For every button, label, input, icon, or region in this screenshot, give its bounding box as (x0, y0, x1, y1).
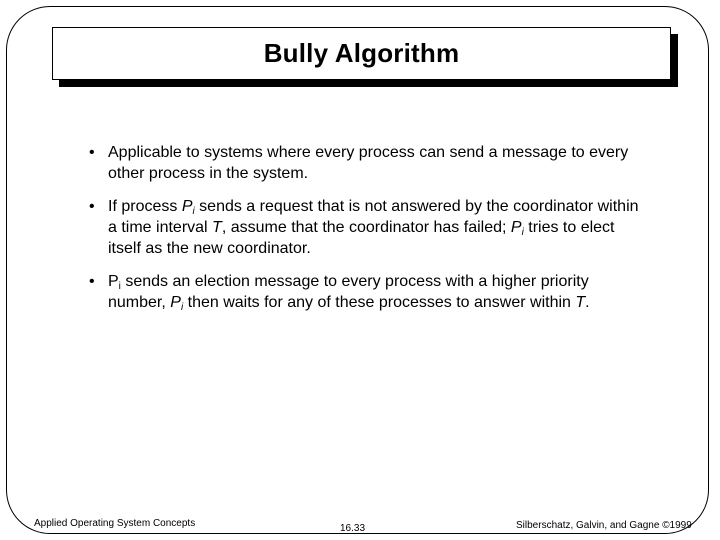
slide-title: Bully Algorithm (263, 38, 460, 68)
bullet-2-text: If process $P_i$ sends a request that is not answered by the coordinator within a time interval T, assume that the coordinator has failed; $P_i$ tries to elect itself as the new coordinator. (108, 198, 639, 257)
footer-copyright: Silberschatz, Galvin, and Gagne ©1999 (516, 520, 692, 531)
bullet-1-text: Applicable to systems where every process can send a message to every other process in the system. (108, 144, 629, 182)
footer-page-number: 16.33 (340, 523, 366, 534)
footer-course-title: Applied Operating System Concepts (34, 518, 196, 529)
bullet-marker: • (89, 273, 95, 290)
bullet-marker: • (89, 144, 95, 161)
title-box (52, 27, 671, 80)
bullet-marker: • (89, 198, 95, 215)
bullet-3-text: $P_i$ sends an election message to every process with a higher priority number, $P_i$ then waits for any of these processes to answer within T. (108, 273, 590, 313)
